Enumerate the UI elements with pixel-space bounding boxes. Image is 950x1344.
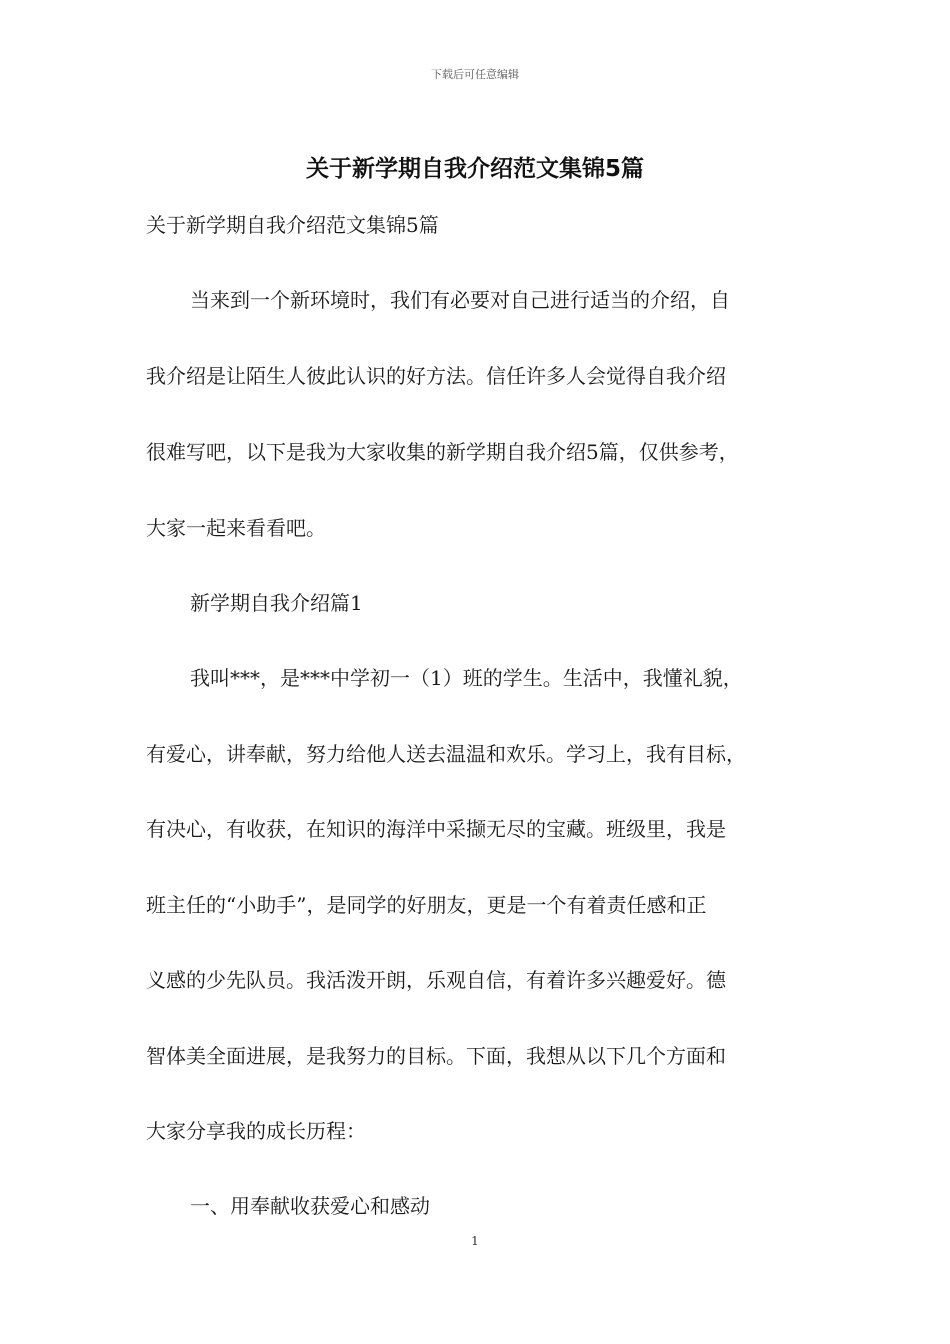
paragraph-line: 班主任的“小助手”，是同学的好朋友，更是一个有着责任感和正 xyxy=(146,893,707,917)
paragraph-line: 我介绍是让陌生人彼此认识的好方法。信任许多人会觉得自我介绍 xyxy=(146,364,726,388)
paragraph-line: 有决心，有收获，在知识的海洋中采撷无尽的宝藏。班级里，我是 xyxy=(146,817,726,841)
subsection-heading: 一、用奉献收获爱心和感动 xyxy=(190,1194,430,1218)
page-number: 1 xyxy=(471,1234,479,1248)
document-title: 关于新学期自我介绍范文集锦5篇 xyxy=(305,156,644,182)
paragraph-line: 有爱心，讲奉献，努力给他人送去温温和欢乐。学习上，我有目标， xyxy=(146,742,746,766)
paragraph-line: 大家分享我的成长历程： xyxy=(146,1119,366,1143)
paragraph-line: 大家一起来看看吧。 xyxy=(146,516,326,540)
paragraph-line: 义感的少先队员。我活泼开朗，乐观自信，有着许多兴趣爱好。德 xyxy=(146,968,726,992)
section-heading: 新学期自我介绍篇1 xyxy=(190,591,363,615)
paragraph-line: 当来到一个新环境时，我们有必要对自己进行适当的介绍，自 xyxy=(190,288,730,312)
header-note: 下载后可任意编辑 xyxy=(431,68,519,81)
document-subtitle: 关于新学期自我介绍范文集锦5篇 xyxy=(146,213,439,237)
paragraph-line: 很难写吧，以下是我为大家收集的新学期自我介绍5篇，仅供参考， xyxy=(146,440,739,464)
paragraph-line: 智体美全面进展，是我努力的目标。下面，我想从以下几个方面和 xyxy=(146,1044,726,1068)
paragraph-line: 我叫***，是***中学初一（1）班的学生。生活中，我懂礼貌， xyxy=(190,666,743,690)
